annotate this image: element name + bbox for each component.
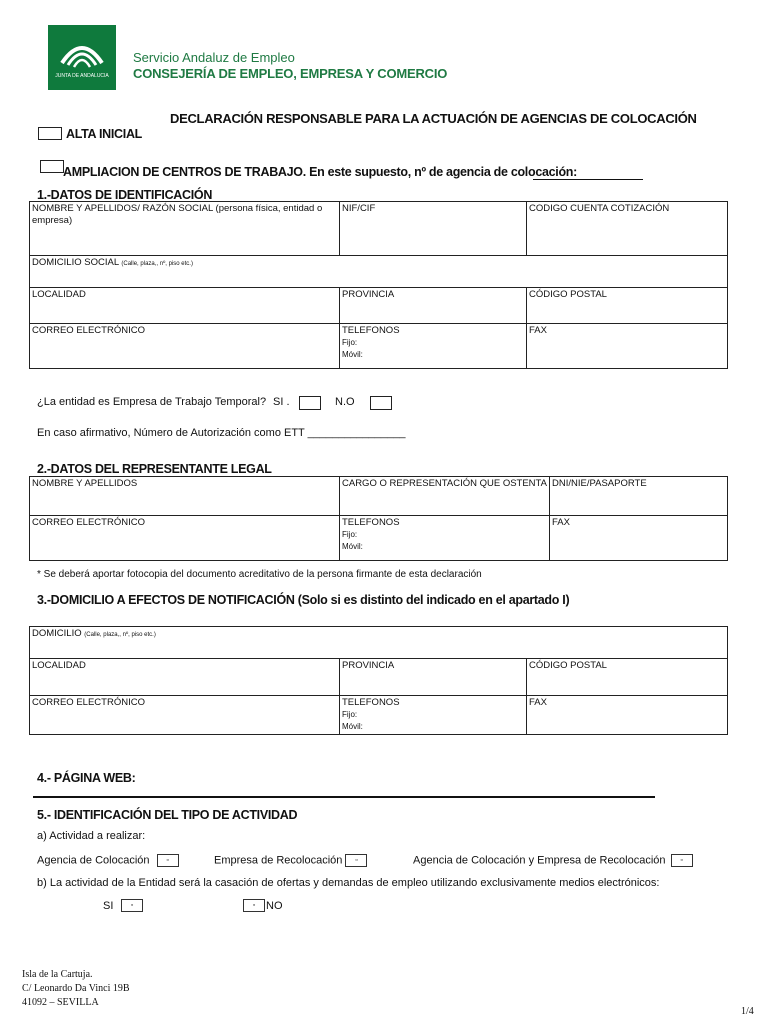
notif-address-label: DOMICILIO — [32, 628, 82, 639]
city-label: LOCALIDAD — [32, 289, 86, 300]
notif-phones-label: TELEFONOS — [342, 697, 400, 708]
alta-inicial-checkbox[interactable] — [38, 127, 62, 140]
footer-line2: C/ Leonardo Da Vinci 19B — [22, 983, 130, 994]
notification-table — [29, 626, 728, 735]
section5-heading: 5.- IDENTIFICACIÓN DEL TIPO DE ACTIVIDAD — [37, 808, 298, 822]
org-name: Servicio Andaluz de Empleo — [133, 50, 295, 65]
fax-label: FAX — [529, 325, 547, 336]
notif-mobile-label: Móvil: — [342, 722, 363, 731]
ett-si-checkbox[interactable] — [299, 396, 321, 410]
notif-fax-label: FAX — [529, 697, 547, 708]
notif-address-hint: (Calle, plaza,, nº, piso etc.) — [84, 632, 156, 638]
rep-dni-label: DNI/NIE/PASAPORTE — [552, 478, 647, 489]
rep-role-field[interactable] — [340, 477, 550, 516]
section2-heading: 2.-DATOS DEL REPRESENTANTE LEGAL — [37, 462, 272, 476]
representative-note: * Se deberá aportar fotocopia del documento acreditativo de la persona firmante de esta declaración — [37, 569, 482, 580]
agency-checkbox[interactable]: ▫ — [157, 854, 179, 867]
mobile-label: Móvil: — [342, 350, 363, 359]
activity-option-outplacement — [214, 854, 367, 867]
notif-postal-code-label: CÓDIGO POSTAL — [529, 660, 607, 671]
nif-field[interactable] — [340, 202, 527, 256]
electronic-si-label: SI — [103, 900, 114, 912]
section1-heading: 1.-DATOS DE IDENTIFICACIÓN — [37, 188, 213, 202]
postal-code-field[interactable] — [527, 288, 728, 324]
outplacement-label: Empresa de Recolocación — [214, 854, 343, 867]
ett-question: ¿La entidad es Empresa de Trabajo Temporal? — [37, 396, 267, 408]
ampliacion-label: AMPLIACION DE CENTROS DE TRABAJO. En este supuesto, nº de agencia de colocación: — [63, 165, 577, 179]
rep-mobile-label: Móvil: — [342, 542, 363, 551]
footer-address — [22, 968, 130, 1010]
agency-label: Agencia de Colocación — [37, 854, 150, 867]
representative-table — [29, 476, 728, 561]
notif-city-field[interactable] — [30, 659, 340, 696]
address-label: DOMICILIO SOCIAL — [32, 257, 119, 268]
city-field[interactable] — [30, 288, 340, 324]
notif-city-label: LOCALIDAD — [32, 660, 86, 671]
electronic-si-checkbox[interactable]: ▫ — [121, 899, 143, 912]
ett-si-label: SI . — [273, 396, 290, 408]
notif-province-field[interactable] — [340, 659, 527, 696]
notif-landline-label: Fijo: — [342, 710, 358, 719]
account-code-field[interactable] — [527, 202, 728, 256]
footer-line1: Isla de la Cartuja. — [22, 969, 93, 980]
notif-province-label: PROVINCIA — [342, 660, 395, 671]
rep-dni-field[interactable] — [550, 477, 728, 516]
website-field[interactable] — [33, 796, 655, 798]
province-label: PROVINCIA — [342, 289, 395, 300]
fax-field[interactable] — [527, 324, 728, 369]
outplacement-checkbox[interactable]: ▫ — [345, 854, 367, 867]
activity-prompt: a) Actividad a realizar: — [37, 830, 146, 842]
rep-phones-field[interactable] — [340, 516, 550, 561]
address-field[interactable] — [30, 256, 728, 288]
rep-email-field[interactable] — [30, 516, 340, 561]
account-code-label: CODIGO CUENTA COTIZACIÓN — [529, 203, 670, 214]
ett-no-checkbox[interactable] — [370, 396, 392, 410]
logo-caption: JUNTA DE ANDALUCIA — [55, 73, 109, 79]
rep-name-field[interactable] — [30, 477, 340, 516]
section3-heading: 3.-DOMICILIO A EFECTOS DE NOTIFICACIÓN (Solo si es distinto del indicado en el apartado I) — [37, 593, 570, 607]
page-number: 1/4 — [741, 1006, 754, 1017]
electronic-means-question: b) La actividad de la Entidad será la casación de ofertas y demandas de empleo utilizando exclusivamente medios electrónicos: — [37, 877, 660, 889]
footer-line3: 41092 – SEVILLA — [22, 997, 99, 1008]
document-title: DECLARACIÓN RESPONSABLE PARA LA ACTUACIÓN DE AGENCIAS DE COLOCACIÓN — [170, 111, 697, 126]
ampliacion-checkbox[interactable] — [40, 160, 64, 173]
activity-option-agency — [37, 854, 179, 867]
junta-andalucia-logo — [48, 25, 116, 90]
electronic-no-checkbox[interactable]: ▫ — [243, 899, 265, 912]
rep-phones-label: TELEFONOS — [342, 517, 400, 528]
both-label: Agencia de Colocación y Empresa de Recolocación — [413, 854, 666, 867]
both-checkbox[interactable]: ▫ — [671, 854, 693, 867]
rep-role-label: CARGO O REPRESENTACIÓN QUE OSTENTA — [342, 478, 547, 489]
province-field[interactable] — [340, 288, 527, 324]
name-label: NOMBRE Y APELLIDOS/ RAZÓN SOCIAL (persona física, entidad o empresa) — [32, 203, 323, 226]
department-name: CONSEJERÍA DE EMPLEO, EMPRESA Y COMERCIO — [133, 66, 448, 81]
electronic-no-label: NO — [266, 900, 283, 912]
phones-field[interactable] — [340, 324, 527, 369]
nif-label: NIF/CIF — [342, 203, 376, 214]
rep-name-label: NOMBRE Y APELLIDOS — [32, 478, 138, 489]
activity-option-both — [413, 854, 693, 867]
address-hint: (Calle, plaza,, nº, piso etc.) — [121, 261, 193, 267]
rep-email-label: CORREO ELECTRÓNICO — [32, 517, 145, 528]
email-field[interactable] — [30, 324, 340, 369]
ett-no-label: N.O — [335, 396, 355, 408]
notif-email-field[interactable] — [30, 696, 340, 735]
section4-heading: 4.- PÁGINA WEB: — [37, 771, 136, 785]
notif-phones-field[interactable] — [340, 696, 527, 735]
email-label: CORREO ELECTRÓNICO — [32, 325, 145, 336]
notif-email-label: CORREO ELECTRÓNICO — [32, 697, 145, 708]
rep-fax-label: FAX — [552, 517, 570, 528]
phones-label: TELEFONOS — [342, 325, 400, 336]
name-field[interactable] — [30, 202, 340, 256]
notif-fax-field[interactable] — [527, 696, 728, 735]
logo-emblem-icon — [48, 25, 116, 90]
postal-code-label: CÓDIGO POSTAL — [529, 289, 607, 300]
rep-landline-label: Fijo: — [342, 530, 358, 539]
agency-number-field[interactable] — [533, 179, 643, 180]
notif-postal-code-field[interactable] — [527, 659, 728, 696]
landline-label: Fijo: — [342, 338, 358, 347]
rep-fax-field[interactable] — [550, 516, 728, 561]
ett-authorization: En caso afirmativo, Número de Autorización como ETT ________________ — [37, 427, 406, 439]
notif-address-field[interactable] — [30, 627, 728, 659]
identification-table — [29, 201, 728, 369]
alta-inicial-label: ALTA INICIAL — [66, 127, 143, 141]
